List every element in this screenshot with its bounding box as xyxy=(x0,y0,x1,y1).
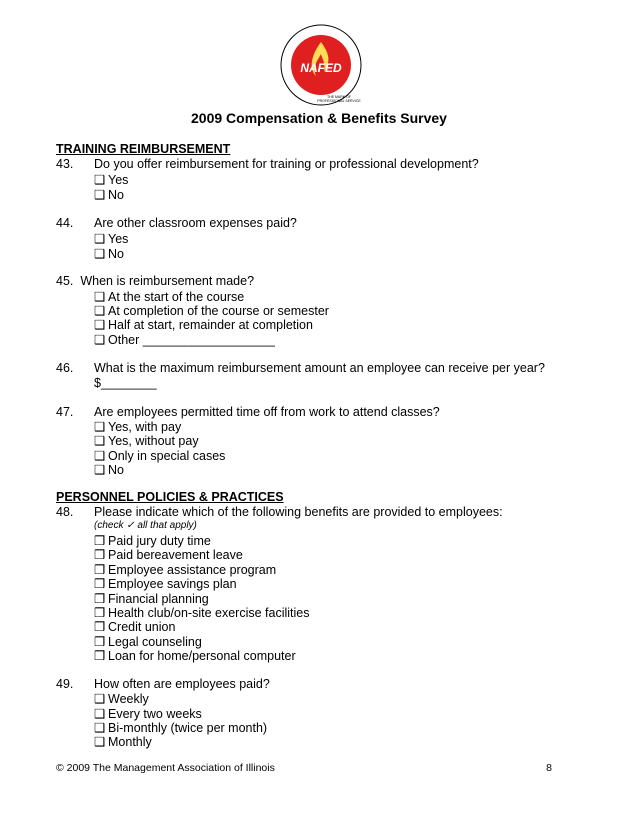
checkbox-icon: ❒ xyxy=(94,534,106,548)
q49-option-4[interactable]: ❑ Monthly xyxy=(94,735,152,749)
q46-amount-field[interactable]: $________ xyxy=(94,376,157,390)
radio-icon: ❑ xyxy=(94,247,106,261)
q45-option-2[interactable]: ❑ At completion of the course or semester xyxy=(94,304,329,318)
page-title: 2009 Compensation & Benefits Survey xyxy=(191,110,447,126)
checkbox-icon: ❒ xyxy=(94,606,106,620)
q44-option-no[interactable]: ❑ No xyxy=(94,247,124,261)
radio-icon: ❑ xyxy=(94,304,106,318)
question-43: 43. Do you offer reimbursement for training or professional development? xyxy=(56,157,479,171)
q48-option-7[interactable]: ❒ Credit union xyxy=(94,620,176,634)
radio-icon: ❑ xyxy=(94,707,106,721)
radio-icon: ❑ xyxy=(94,173,106,187)
radio-icon: ❑ xyxy=(94,333,106,347)
checkbox-icon: ❒ xyxy=(94,620,106,634)
checkbox-icon: ❒ xyxy=(94,649,106,663)
q48-option-2[interactable]: ❒ Paid bereavement leave xyxy=(94,548,243,562)
checkbox-icon: ❒ xyxy=(94,592,106,606)
q43-option-no[interactable]: ❑ No xyxy=(94,188,124,202)
checkbox-icon: ❒ xyxy=(94,563,106,577)
section-training: TRAINING REIMBURSEMENT xyxy=(56,142,231,156)
q49-option-2[interactable]: ❑ Every two weeks xyxy=(94,707,202,721)
page-footer xyxy=(56,762,552,774)
q47-option-1[interactable]: ❑ Yes, with pay xyxy=(94,420,182,434)
q44-option-yes[interactable]: ❑ Yes xyxy=(94,232,129,246)
q48-option-9[interactable]: ❒ Loan for home/personal computer xyxy=(94,649,296,663)
q45-option-1[interactable]: ❑ At the start of the course xyxy=(94,290,245,304)
q45-option-3[interactable]: ❑ Half at start, remainder at completion xyxy=(94,318,313,332)
question-45: 45. When is reimbursement made? xyxy=(56,274,255,288)
question-47: 47. Are employees permitted time off from work to attend classes? xyxy=(56,405,440,419)
radio-icon: ❑ xyxy=(94,721,106,735)
radio-icon: ❑ xyxy=(94,188,106,202)
q47-option-2[interactable]: ❑ Yes, without pay xyxy=(94,434,199,448)
checkbox-icon: ❒ xyxy=(94,635,106,649)
q48-option-8[interactable]: ❒ Legal counseling xyxy=(94,635,202,649)
radio-icon: ❑ xyxy=(94,232,106,246)
radio-icon: ❑ xyxy=(94,463,106,477)
q47-option-3[interactable]: ❑ Only in special cases xyxy=(94,449,226,463)
q49-option-3[interactable]: ❑ Bi-monthly (twice per month) xyxy=(94,721,268,735)
q45-option-other[interactable]: ❑ Other ___________________ xyxy=(94,333,275,347)
checkbox-icon: ❒ xyxy=(94,548,106,562)
q49-option-1[interactable]: ❑ Weekly xyxy=(94,692,149,706)
section-personnel: PERSONNEL POLICIES & PRACTICES xyxy=(56,490,284,504)
radio-icon: ❑ xyxy=(94,692,106,706)
question-46: 46. What is the maximum reimbursement amount an employee can receive per year? xyxy=(56,361,545,375)
radio-icon: ❑ xyxy=(94,434,106,448)
radio-icon: ❑ xyxy=(94,420,106,434)
logo-tagline-2: PROFESSIONAL SERVICE xyxy=(317,99,361,103)
q48-note: (check ✓ all that apply) xyxy=(94,520,197,531)
checkbox-icon: ❒ xyxy=(94,577,106,591)
logo-text: NAFED xyxy=(300,61,342,75)
radio-icon: ❑ xyxy=(94,290,106,304)
radio-icon: ❑ xyxy=(94,318,106,332)
logo-tagline-1: THE MARK OF xyxy=(327,95,351,99)
q48-option-5[interactable]: ❒ Financial planning xyxy=(94,592,209,606)
q47-option-4[interactable]: ❑ No xyxy=(94,463,124,477)
radio-icon: ❑ xyxy=(94,449,106,463)
q48-option-1[interactable]: ❒ Paid jury duty time xyxy=(94,534,211,548)
question-44: 44. Are other classroom expenses paid? xyxy=(56,216,297,230)
question-48: 48. Please indicate which of the following benefits are provided to employees: xyxy=(56,505,503,519)
question-49: 49. How often are employees paid? xyxy=(56,677,270,691)
q48-option-3[interactable]: ❒ Employee assistance program xyxy=(94,563,277,577)
radio-icon: ❑ xyxy=(94,735,106,749)
q48-option-4[interactable]: ❒ Employee savings plan xyxy=(94,577,237,591)
nafed-logo xyxy=(276,20,366,110)
q43-option-yes[interactable]: ❑ Yes xyxy=(94,173,129,187)
page-number: 8 xyxy=(546,762,552,774)
footer-copyright: © 2009 The Management Association of Illinois xyxy=(56,762,275,774)
q48-option-6[interactable]: ❒ Health club/on-site exercise facilities xyxy=(94,606,310,620)
